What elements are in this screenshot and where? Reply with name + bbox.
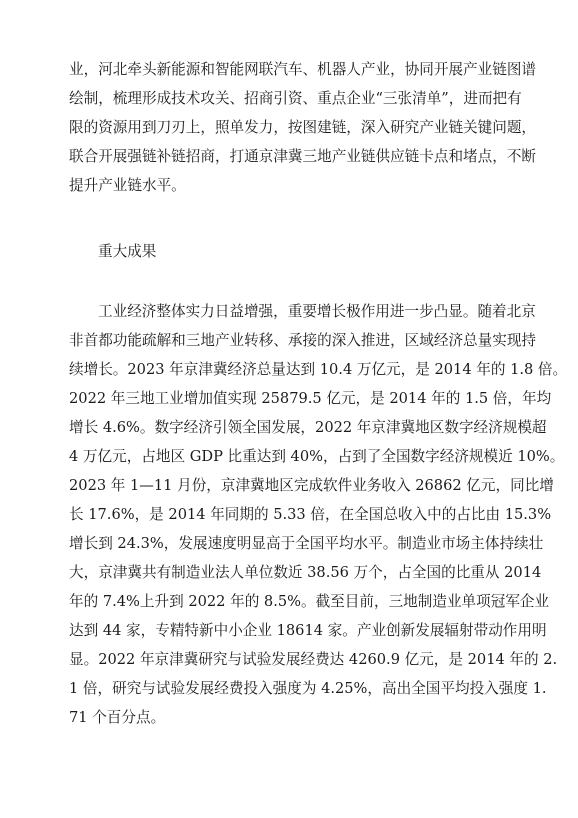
paragraph-2-line-15: 71 个百分点。 (69, 709, 166, 726)
paragraph-1-line-5: 提升产业链水平。 (69, 177, 186, 194)
paragraph-2-line-10: 大，京津冀共有制造业法人单位数近 38.56 万个，占全国的比重从 2014 (69, 564, 542, 581)
paragraph-2-line-4: 2022 年三地工业增加值实现 25879.5 亿元，是 2014 年的 1.5 倍，年均 (69, 390, 552, 407)
paragraph-2-line-14: 1 倍，研究与试验发展经费投入强度为 4.25%，高出全国平均投入强度 1. (69, 680, 547, 697)
paragraph-1-line-4: 联合开展强链补链招商，打通京津冀三地产业链供应链卡点和堵点，不断 (69, 148, 537, 165)
paragraph-1-line-2: 绘制，梳理形成技术攻关、招商引资、重点企业“三张清单”，进而把有 (69, 90, 522, 107)
paragraph-2-line-7: 2023 年 1—11 月份，京津冀地区完成软件业务收入 26862 亿元，同比增 (69, 477, 554, 494)
paragraph-1-line-3: 限的资源用到刀刃上，照单发力，按图建链，深入研究产业链关键问题， (69, 119, 537, 136)
paragraph-1-line-1: 业，河北牵头新能源和智能网联汽车、机器人产业，协同开展产业链图谱 (69, 61, 537, 78)
paragraph-2-line-8: 长 17.6%，是 2014 年同期的 5.33 倍，在全国总收入中的占比由 15.3% (69, 506, 552, 523)
paragraph-2-line-9: 增长到 24.3%，发展速度明显高于全国平均水平。制造业市场主体持续壮 (69, 535, 544, 552)
paragraph-2-line-3: 续增长。2023 年京津冀经济总量达到 10.4 万亿元，是 2014 年的 1.8 倍。 (69, 361, 568, 378)
section-heading: 重大成果 (98, 243, 157, 260)
paragraph-2-line-13: 显。2022 年京津冀研究与试验发展经费达 4260.9 亿元，是 2014 年的 2. (69, 651, 558, 668)
paragraph-2-line-2: 非首都功能疏解和三地产业转移、承接的深入推进，区域经济总量实现持 (69, 332, 537, 349)
paragraph-2-line-5: 增长 4.6%。数字经济引领全国发展，2022 年京津冀地区数字经济规模超 (69, 419, 547, 436)
paragraph-2-line-11: 年的 7.4%上升到 2022 年的 8.5%。截至目前，三地制造业单项冠军企业 (69, 593, 550, 610)
paragraph-2-line-6: 4 万亿元，占地区 GDP 比重达到 40%，占到了全国数字经济规模近 10%。 (69, 448, 565, 465)
paragraph-2-line-12: 达到 44 家，专精特新中小企业 18614 家。产业创新发展辐射带动作用明 (69, 622, 547, 639)
paragraph-2-line-1: 工业经济整体实力日益增强，重要增长极作用进一步凸显。随着北京 (98, 303, 536, 320)
